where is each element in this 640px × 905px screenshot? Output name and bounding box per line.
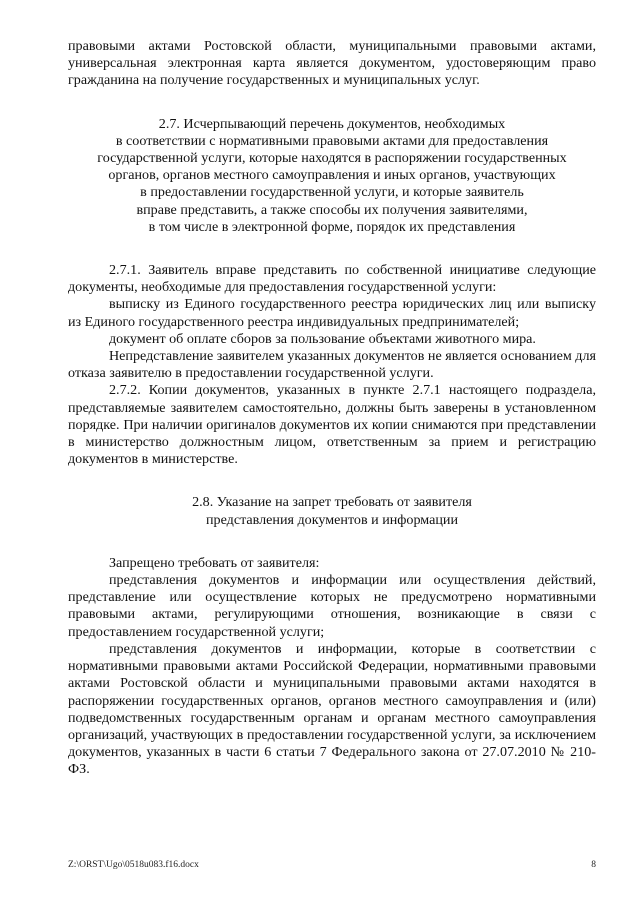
heading-line: представления документов и информации (205, 511, 459, 528)
intro-paragraph: правовыми актами Ростовской области, муниципальными правовыми актами, универсальная электронная карта является документом, удостоверяющим право гражданина на получение государственных и муниципальных услуг. (68, 38, 596, 89)
paragraph-fee-document: документ об оплате сборов за пользование объектами животного мира. (109, 330, 536, 347)
paragraph-prohibited-item-2: представления документов и информации, которые в соответствии с нормативными правовыми актами Российской Федерации, нормативными правовыми актами Ростовской области и муниципальными правовыми актами находятся в распоряжении государственных органов, органов местного самоуправления и (или) подведомственных государственным органам и органам местного самоуправления организаций, участвующих в предоставлении государственной услуги, за исключением документов, указанных в части 6 статьи 7 Федерального закона от 27.07.2010 № 210-ФЗ. (68, 640, 596, 778)
heading-line: в соответствии с нормативными правовыми актами для предоставления (115, 132, 549, 149)
page-body (68, 38, 596, 779)
section-2-8-heading (68, 494, 596, 528)
heading-line: вправе представить, а также способы их получения заявителями, (136, 201, 528, 218)
paragraph-prohibited-item-1: представления документов и информации или осуществления действий, представление или осуществление которых не предусмотрено нормативными правовыми актами, регулирующими отношения, возникающие в связи с предоставлением государственной услуги; (68, 572, 596, 640)
section-2-7-heading (68, 116, 596, 236)
heading-line: 2.8. Указание на запрет требовать от заявителя (192, 494, 472, 511)
heading-line: государственной услуги, которые находятся в распоряжении государственных (97, 150, 567, 167)
footer-file-path: Z:\ORST\Ugo\0518u083.f16.docx (68, 860, 199, 870)
paragraph-2-7-1: 2.7.1. Заявитель вправе представить по собственной инициативе следующие документы, необходимые для предоставления государственной услуги: (68, 262, 596, 296)
paragraph-extract-registry: выписку из Единого государственного реестра юридических лиц или выписку из Единого государственного реестра индивидуальных предпринимателей; (68, 296, 596, 330)
heading-line: в предоставлении государственной услуги, и которые заявитель (140, 184, 524, 201)
paragraph-non-submission: Непредставление заявителем указанных документов не является основанием для отказа заявителю в предоставлении государственной услуги. (68, 348, 596, 382)
heading-line: в том числе в электронной форме, порядок их представления (148, 218, 516, 235)
paragraph-2-7-2: 2.7.2. Копии документов, указанных в пункте 2.7.1 настоящего подраздела, представляемые заявителем самостоятельно, должны быть заверены в установленном порядке. При наличии оригиналов документов их копии снимаются при представлении в министерство должностным лицом, ответственным за прием и регистрацию документов в министерстве. (68, 382, 596, 468)
heading-line: органов, органов местного самоуправления и иных органов, участвующих (108, 167, 556, 184)
paragraph-prohibited: Запрещено требовать от заявителя: (109, 554, 320, 571)
heading-line: 2.7. Исчерпывающий перечень документов, необходимых (158, 115, 506, 132)
footer-page-number: 8 (591, 860, 596, 870)
